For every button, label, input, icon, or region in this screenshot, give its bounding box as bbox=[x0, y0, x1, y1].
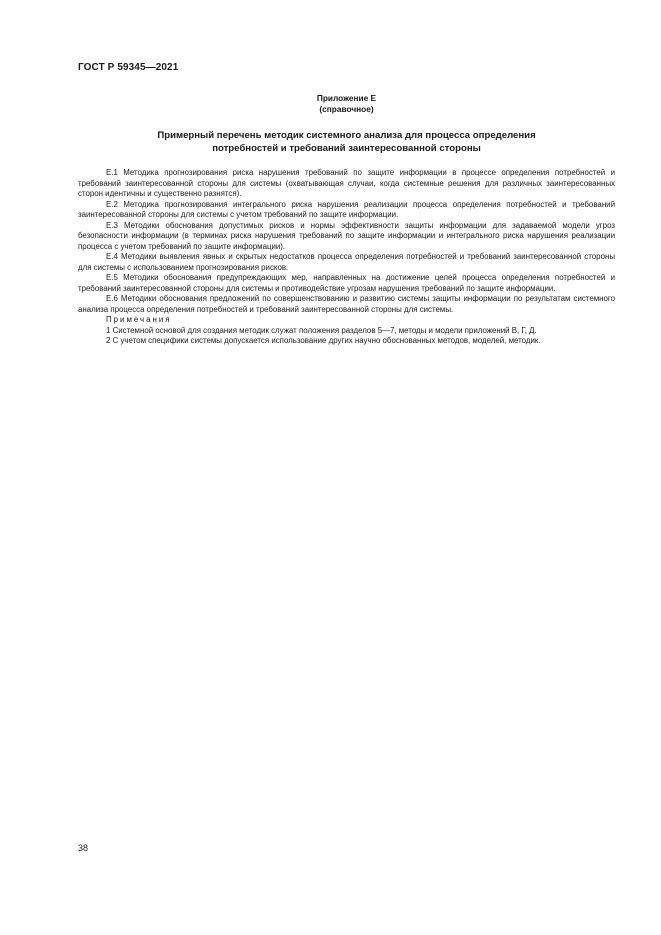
appendix-type: (справочное) bbox=[319, 104, 374, 114]
page-number: 38 bbox=[78, 843, 89, 853]
paragraph-e2: Е.2 Методика прогнозирования интегрального риска нарушения реализации процесса определения потребностей и требований заинтересованной стороны для системы с учетом требований по защите информации. bbox=[78, 199, 615, 219]
appendix-header bbox=[78, 93, 615, 115]
note-item-1: 1 Системной основой для создания методик служат положения разделов 5—7, методы и модели приложений В, Г, Д. bbox=[106, 325, 537, 335]
paragraph-e6: Е.6 Методики обоснования предложений по совершенствованию и развитию системы защиты информации по результатам системного анализа процесса определения потребностей и требований заинтересованной стороны для системы. bbox=[78, 294, 615, 314]
notes-list bbox=[78, 326, 615, 347]
paragraph-e4: Е.4 Методики выявления явных и скрытых недостатков процесса определения потребностей и требований заинтересованной стороны для системы с использованием прогнозирования рисков. bbox=[78, 252, 615, 272]
paragraph-e5: Е.5 Методики обоснования предупреждающих мер, направленных на достижение целей процесса определения потребностей и требований заинтересованной стороны для системы и противодействие угрозам нарушения требований по защите информации. bbox=[78, 273, 615, 293]
section-heading-line-1: Примерный перечень методик системного анализа для процесса определения bbox=[157, 130, 536, 141]
paragraph-e1: Е.1 Методика прогнозирования риска нарушения требований по защите информации в процессе определения потребностей и требований заинтересованной стороны для системы (охватывающая случаи, когда системные решения для различных заинтересованных сторон идентичны и существенно разнятся). bbox=[78, 168, 615, 198]
section-heading bbox=[78, 129, 615, 155]
note-item-2: 2 С учетом специфики системы допускается использование других научно обоснованных методов, моделей, методик. bbox=[106, 336, 541, 345]
standard-code: ГОСТ Р 59345—2021 bbox=[78, 62, 179, 73]
appendix-title: Приложение Е bbox=[316, 93, 377, 103]
section-heading-line-2: потребностей и требований заинтересованной стороны bbox=[212, 143, 481, 154]
paragraph-e3: Е.3 Методики обоснования допустимых рисков и нормы эффективности защиты информации для задаваемой модели угроз безопасности информации (в терминах риска нарушения требований по защите информации и интегрального риска нарушения реализации процесса с учетом требований по защите информации). bbox=[78, 220, 615, 251]
document-body bbox=[78, 168, 615, 347]
notes-heading: Примечания bbox=[106, 315, 172, 324]
